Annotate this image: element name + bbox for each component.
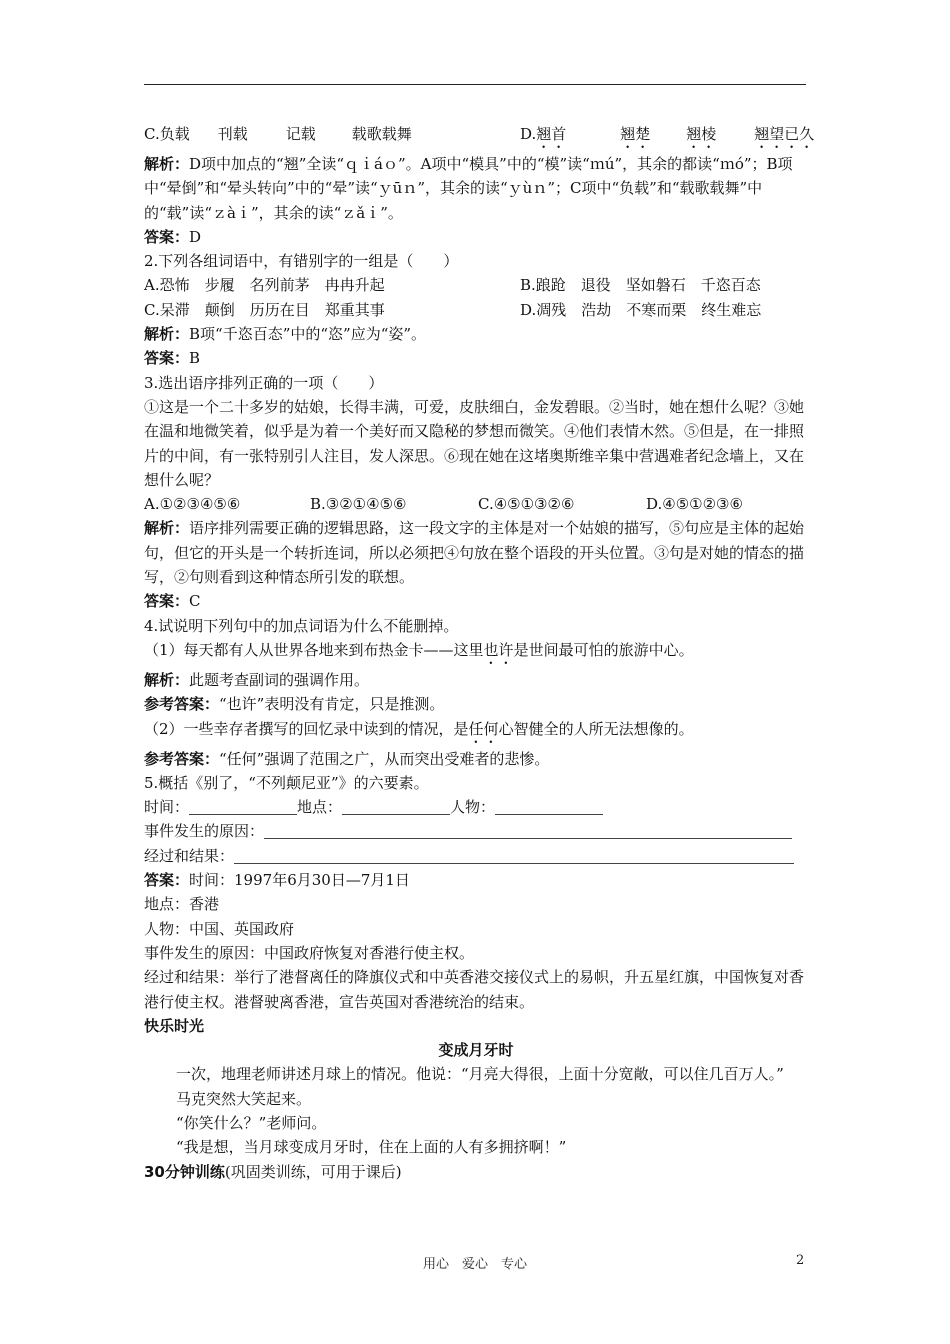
q2-options-ab (144, 273, 808, 297)
q2-option-a: A.恐怖 步履 名列前茅 冉冉升起 (144, 276, 385, 295)
story-paragraph: “你笑什么？”老师问。 (176, 1113, 327, 1132)
q5-answer-cause: 事件发生的原因：中国政府恢复对香港行使主权。 (144, 943, 475, 962)
q2-options-cd (144, 298, 808, 322)
q1-options-cd (144, 122, 815, 152)
q2-option-b: B.踉跄 退役 坚如磐石 千恣百态 (520, 276, 761, 295)
q1-option-c: C.负载 刊载 记载 载歌载舞 (144, 122, 520, 146)
q5-answer-process: 经过和结果：举行了港督离任的降旗仪式和中英香港交接仪式上的易帜，升五星红旗，中国恢复对香港行使主权。港督驶离香港，宣告英国对香港统治的结束。 (144, 968, 805, 1011)
q4-sentence-1: （1）每天都有人从世界各地来到布热金卡——这里也许是世间最可怕的旅游中心。 (144, 640, 694, 659)
q4-ref-answer-2: 参考答案：“任何”强调了范围之广，从而突出受难者的悲惨。 (144, 749, 550, 768)
story-paragraph: 一次，地理老师讲述月球上的情况。他说：“月亮大得很，上面十分宽敞，可以住几百万人。” (176, 1065, 784, 1084)
page-number: 2 (796, 1253, 805, 1268)
q5-process-row: 经过和结果： (144, 844, 808, 868)
q4-ref-answer-1: 参考答案：“也许”表明没有肯定，只是推测。 (144, 695, 445, 714)
process-blank[interactable] (234, 847, 794, 864)
document-body (144, 122, 815, 1184)
header-rule (144, 84, 806, 85)
q1-d-word: 翘望已久 (754, 125, 815, 143)
q5-answer-people: 人物：中国、英国政府 (144, 919, 295, 938)
q1-c-word: 载歌载舞 (351, 125, 412, 143)
q4-analysis: 解析：此题考查副词的强调作用。 (144, 670, 370, 689)
story-paragraph: 马克突然大笑起来。 (176, 1089, 312, 1108)
q2-answer: 答案：B (144, 349, 201, 368)
q2-stem: 2.下列各组词语中，有错别字的一组是（ ） (144, 252, 459, 271)
q4-stem: 4.试说明下列句中的加点词语为什么不能删掉。 (144, 616, 459, 635)
q1-option-d: D.翘首 翘楚 翘棱 翘望已久 (520, 125, 814, 143)
q1-d-word: 翘楚 (620, 125, 651, 143)
q5-blanks-row: 时间： 地点： 人物： (144, 795, 808, 819)
story-title: 变成月牙时 (438, 1041, 514, 1060)
q3-passage: ①这是一个二十多岁的姑娘，长得丰满，可爱，皮肤细白，金发碧眼。②当时，她在想什么呢？③她在温和地微笑着，似乎是为着一个美好而又隐秘的梦想而微笑。④他们表情木然。⑤但是，在一排照片的中间，有一张特别引人注目，发人深思。⑥现在她在这堵奥斯维辛集中营遇难者纪念墙上，又在想什么呢？ (144, 397, 805, 489)
q3-answer: 答案：C (144, 592, 201, 611)
q1-c-word: 记载 (285, 125, 316, 143)
footer-motto: 用心 爱心 专心 (422, 1257, 527, 1272)
story-paragraph: “我是想，当月球变成月牙时，住在上面的人有多拥挤啊！” (176, 1138, 567, 1157)
q5-answer-place: 地点：香港 (144, 895, 220, 914)
q2-option-c: C.呆滞 颠倒 历历在目 郑重其事 (144, 300, 385, 319)
q5-answer-time: 答案：时间：1997年6月30日—7月1日 (144, 871, 410, 890)
q5-stem: 5.概括《别了，“不列颠尼亚”》的六要素。 (144, 773, 429, 792)
q2-analysis: 解析：B项“千恣百态”中的“恣”应为“姿”。 (144, 325, 427, 344)
q3-option-b: B.③②①④⑤⑥ (310, 495, 407, 514)
q3-option-a: A.①②③④⑤⑥ (144, 495, 241, 514)
q3-option-c: C.④⑤①③②⑥ (478, 495, 575, 514)
people-blank[interactable] (495, 798, 603, 815)
q1-d-word: 翘首 (536, 125, 567, 143)
q1-analysis: 解析：D项中加点的“翘”全读“ｑｉáｏ”。A项中“模具”中的“模”读“ｍú”，其余的都读“ｍó”；B项中“晕倒”和“晕头转向”中的“晕”读“ｙūｎ”，其余的读“ｙùｎ”；C项中“负载”和“载歌载舞”中的“载”读“ｚàｉ”，其余的读“ｚǎｉ”。 (144, 155, 793, 222)
time-blank[interactable] (189, 798, 297, 815)
q1-d-word: 翘棱 (686, 125, 717, 143)
q1-c-word: 负载 (159, 125, 190, 143)
place-blank[interactable] (342, 798, 450, 815)
q1-answer: 答案：D (144, 227, 202, 246)
q3-options (144, 492, 808, 516)
cause-blank[interactable] (264, 822, 792, 839)
q3-option-d: D.④⑤①②③⑥ (646, 495, 743, 514)
q4-sentence-2: （2）一些幸存者撰写的回忆录中读到的情况，是任何心智健全的人所无法想像的。 (144, 719, 694, 738)
happy-heading: 快乐时光 (144, 1016, 205, 1035)
training-heading: 30分钟训练(巩固类训练，可用于课后) (144, 1162, 402, 1181)
q3-analysis: 解析：语序排列需要正确的逻辑思路，这一段文字的主体是对一个姑娘的描写，⑤句应是主体的起始句，但它的开头是一个转折连词，所以必须把④句放在整个语段的开头位置。③句是对她的情态的描写，②句则看到这种情态所引发的联想。 (144, 519, 805, 587)
q3-stem: 3.选出语序排列正确的一项（ ） (144, 373, 384, 392)
q5-cause-row: 事件发生的原因： (144, 819, 808, 843)
q1-c-word: 刊载 (217, 125, 248, 143)
q2-option-d: D.凋残 浩劫 不寒而栗 终生难忘 (520, 300, 762, 319)
